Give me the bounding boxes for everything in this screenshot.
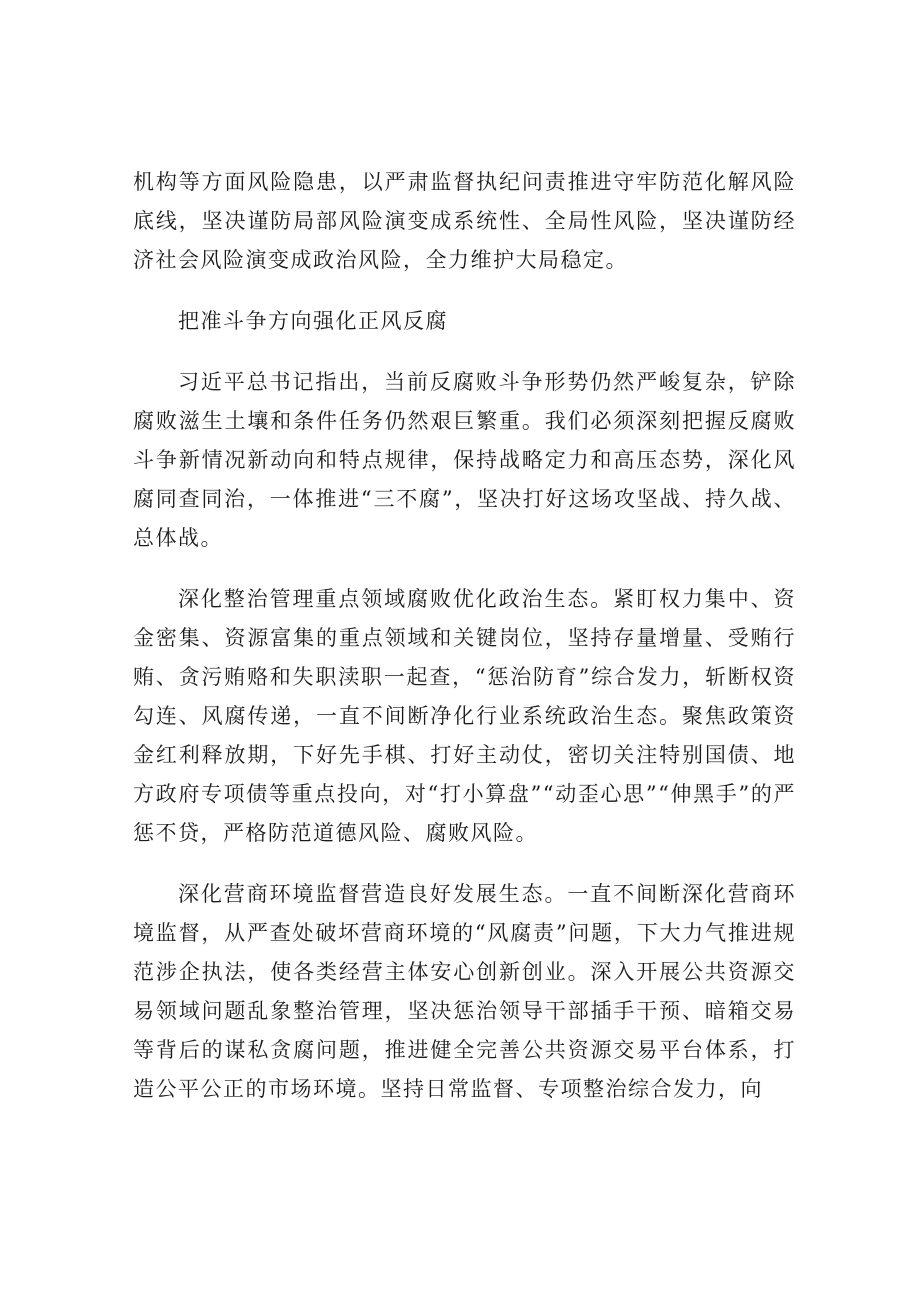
paragraph: 深化营商环境监督营造良好发展生态。一直不间断深化营商环境监督，从严查处破坏营商环境的“风腐责”问题，下大力气推进规范涉企执法，使各类经营主体安心创新创业。深入开展公共资源交易领域问题乱象整治管理，坚决惩治领导干部插手干预、暗箱交易等背后的谋私贪腐问题，推进健全完善公共资源交易平台体系，打造公平公正的市场环境。坚持日常监督、专项整治综合发力，向 — [133, 882, 796, 1101]
document-body — [133, 163, 796, 1131]
paragraph: 深化整治管理重点领域腐败优化政治生态。紧盯权力集中、资金密集、资源富集的重点领域和关键岗位，坚持存量增量、受贿行贿、贪污贿赂和失职渎职一起查，“惩治防育”综合发力，斩断权资勾连、风腐传递，一直不间断净化行业系统政治生态。聚焦政策资金红利释放期，下好先手棋、打好主动仗，密切关注特别国债、地方政府专项债等重点投向，对“打小算盘”“动歪心思”“伸黑手”的严惩不贷，严格防范道德风险、腐败风险。 — [133, 587, 796, 845]
paragraph-continued: 机构等方面风险隐患，以严肃监督执纪问责推进守牢防范化解风险底线，坚决谨防局部风险演变成系统性、全局性风险，坚决谨防经济社会风险演变成政治风险，全力维护大局稳定。 — [133, 170, 796, 272]
section-heading: 把准斗争方向强化正风反腐 — [178, 309, 448, 333]
paragraph: 习近平总书记指出，当前反腐败斗争形势仍然严峻复杂，铲除腐败滋生土壤和条件任务仍然艰巨繁重。我们必须深刻把握反腐败斗争新情况新动向和特点规律，保持战略定力和高压态势，深化风腐同查同治，一体推进“三不腐”，坚决打好这场攻坚战、持久战、总体战。 — [133, 370, 796, 550]
